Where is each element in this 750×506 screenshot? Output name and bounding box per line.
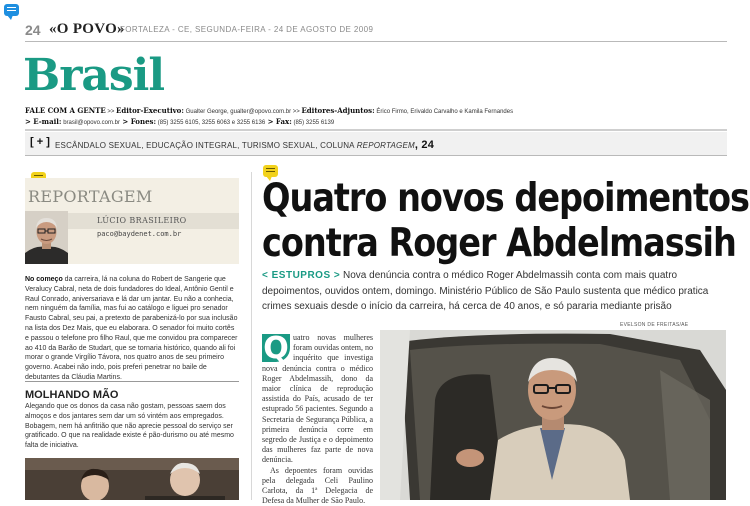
toc-marker: [ + ] xyxy=(30,136,50,148)
page-number: 24 xyxy=(25,22,41,38)
headline-line: contra Roger Abdelmassih xyxy=(262,221,736,266)
column-body-2: Alegando que os donos da casa não gostam, pessoas saem dos almoços e dos jantares sem dar um só vintém aos empregados. Bobagem, nem há anfitrião que não aprecie pessoal do serviço ser gratificado. O que na realidade existe é pão-durismo ou até mesmo falta de iniciativa. xyxy=(25,403,234,450)
column-subheading: MOLHANDO MÃO xyxy=(25,389,119,401)
story-paragraph-2: As depoentes foram ouvidas pela delegada Celi Paulino Carlota, da 1ª Delegacia de Defesa da Mulher de São Paulo. xyxy=(262,465,373,506)
author-photo xyxy=(25,211,68,264)
contact-line-phones xyxy=(25,117,334,126)
contact-label: Editores-Adjuntos: xyxy=(301,106,375,115)
toc-topics: ESCÂNDALO SEXUAL, EDUCAÇÃO INTEGRAL, TURISMO SEXUAL, COLUNA xyxy=(55,141,357,150)
contact-label: > Fones: xyxy=(119,117,157,126)
contact-label: FALE COM A GENTE xyxy=(25,106,106,115)
photo-credit: EVELSON DE FREITAS/AE xyxy=(620,322,689,328)
toc-column-name: REPORTAGEM xyxy=(356,141,415,150)
masthead xyxy=(25,20,725,42)
toc-page: , 24 xyxy=(414,139,435,151)
main-photo xyxy=(380,330,726,500)
separator: >> xyxy=(105,109,117,115)
contact-value: brasil@opovo.com.br xyxy=(61,120,120,126)
column-body xyxy=(25,275,239,383)
speech-bubble-icon[interactable] xyxy=(4,4,19,16)
divider xyxy=(25,129,727,131)
section-title: Brasil xyxy=(23,50,165,101)
headline-line: Quatro novos depoimentos xyxy=(262,176,749,221)
column-lead: No começo xyxy=(25,276,63,283)
drop-cap: Q xyxy=(263,331,289,366)
column-divider xyxy=(251,172,252,500)
deck-text: Nova denúncia contra o médico Roger Abdelmassih conta com mais quatro depoimentos, ouvidos ontem, domingo. Ministério Público de São Paulo sustenta que médico pratica crimes sexuais desde o início da carreira, há cerca de 40 anos, e só pararia mediante prisão xyxy=(262,270,709,312)
story-tag: < ESTUPROS > xyxy=(262,270,341,281)
author-email: paco@baydenet.com.br xyxy=(97,230,182,238)
contact-label: > Fax: xyxy=(265,117,292,126)
contact-value: (85) 3255 6139 xyxy=(291,120,335,126)
story-body xyxy=(262,333,373,506)
newspaper-logo: «O POVO» xyxy=(49,21,125,37)
contact-label: Editor-Executivo: xyxy=(116,106,184,115)
author-name: LÚCIO BRASILEIRO xyxy=(97,216,187,225)
dateline: FORTALEZA - CE, SEGUNDA-FEIRA - 24 DE AGOSTO DE 2009 xyxy=(120,25,374,34)
table-of-contents xyxy=(25,132,727,155)
divider xyxy=(25,41,727,42)
column-photo xyxy=(25,458,239,500)
contact-value: Gualter George, gualter@opovo.com.br xyxy=(183,109,292,115)
column-text: da carreira, lá na coluna do Robert de Sangerie que Veralucy Cabral, neta de dois fundadores do Ideal, Antônio Gentil e Raul Conrado, aniversariava e lá dar um jantar. Eu não a conhecia, nem ninguém da família, mas fui ao catálogo e liguei pro senador Fausto Cabral, seu pai, a pretexto de parabenizá-lo por sua inclusão na lista dos Dez Mais, que eu elaborara. O senador foi muito cortês e passou o telefone pro filho Raul, que me convidou pra comparecer ao 410 da Barão de Studart, que se tornaria histórico, quando ali foi morar o grande Virgílio Távora, nos quatro anos de seu primeiro governo. Acabei não indo, pois preferi penetrar no baile de debutantes da Cláudia Martins. xyxy=(25,276,238,381)
toc-text xyxy=(55,139,434,151)
contact-value: Érico Firmo, Erivaldo Carvalho e Kamila Fernandes xyxy=(374,109,514,115)
separator: >> xyxy=(291,109,302,115)
contact-line-editors xyxy=(25,106,513,115)
headline xyxy=(262,176,749,266)
story-deck xyxy=(262,268,726,315)
divider xyxy=(25,381,239,382)
story-paragraph: uatro novas mulheres foram ouvidas ontem, no inquérito que investiga nova denúncia contra o médico Roger Abdelmassih, dono da maior clínica de reprodução assistida do País, acusado de ter estuprado 56 pacientes. Segundo a Secretaria de Segurança Pública, a primeira denúncia corre em segredo de Justiça e o depoimento das mulheres faz parte de nova denúncia. xyxy=(262,333,373,465)
divider xyxy=(25,155,727,156)
contact-value: (85) 3255 6105, 3255 6063 e 3255 6136 xyxy=(156,120,266,126)
contact-label: > E-mail: xyxy=(25,117,62,126)
column-label: REPORTAGEM xyxy=(28,187,153,206)
